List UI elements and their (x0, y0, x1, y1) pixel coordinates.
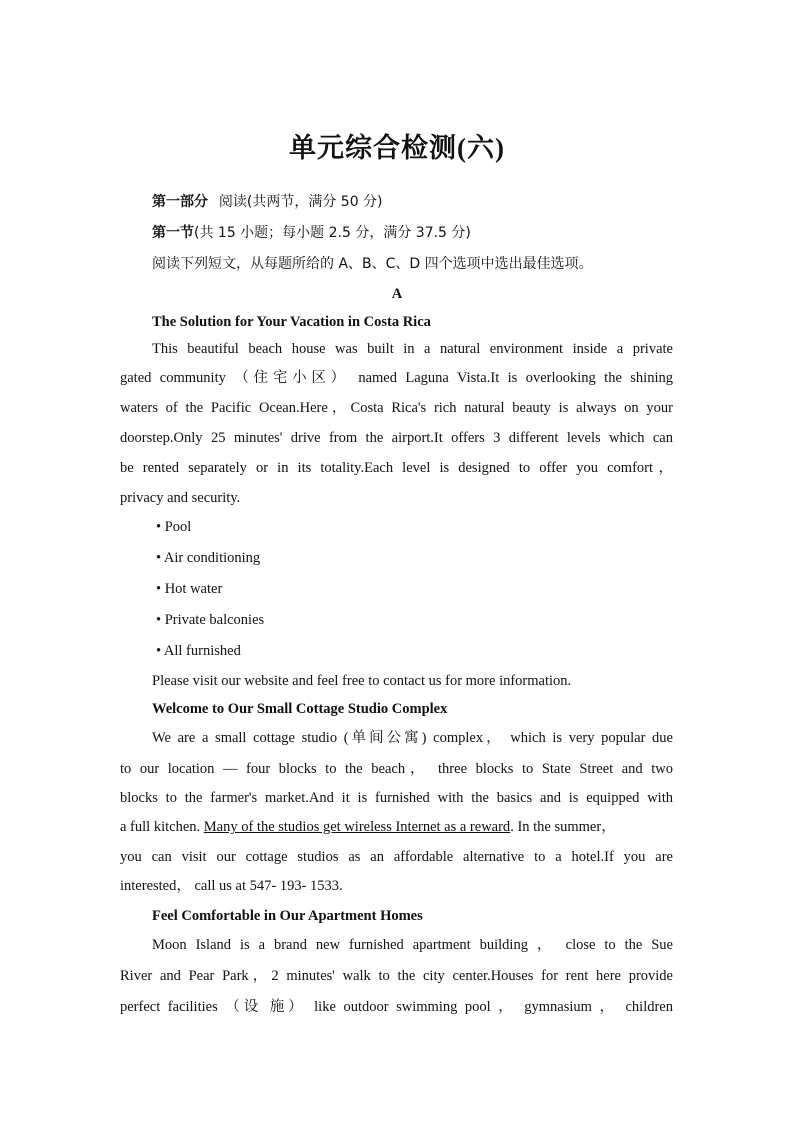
ad2-line: blocks to the farmer's market.And it is furnished with the basics and is equipped with (120, 790, 673, 806)
feature-item: • Hot water (156, 581, 223, 597)
ad3-line: Moon Island is a brand new furnished apartment building ， close to the Sue (152, 937, 673, 953)
ad2-line: We are a small cottage studio (单间公寓) complex， which is very popular due (152, 730, 673, 746)
ad1-contact: Please visit our website and feel free to contact us for more information. (152, 673, 572, 689)
feature-item: • All furnished (156, 643, 241, 659)
ad2-line-underlined (120, 817, 673, 837)
feature-item: • Private balconies (156, 612, 265, 628)
ad1-line: This beautiful beach house was built in a natural environment inside a private (152, 341, 673, 357)
ad2-line: to our location — four blocks to the beach， three blocks to State Street and two (120, 761, 673, 777)
ad3-line: perfect facilities （设 施） like outdoor swimming pool ， gymnasium ， children (120, 999, 673, 1015)
ad2-line: interested， call us at 547- 193- 1533. (120, 878, 343, 894)
ad2-line4-post: . In the summer， (510, 819, 616, 835)
section-text: (共 15 小题；每小题 2.5 分，满分 37.5 分) (194, 225, 471, 241)
ad1-line: gated community （住宅小区） named Laguna Vista.It is overlooking the shining (120, 370, 673, 386)
underlined-sentence: Many of the studios get wireless Internet as a reward (203, 819, 511, 835)
feature-item: • Pool (156, 519, 192, 535)
part-heading (152, 192, 383, 212)
instruction-text: 阅读下列短文，从每题所给的 A、B、C、D 四个选项中选出最佳选项。 (152, 256, 593, 272)
ad3-line: River and Pear Park，2 minutes' walk to the city center.Houses for rent here provide (120, 968, 673, 984)
ad1-line: privacy and security. (120, 490, 241, 506)
ad3-heading: Feel Comfortable in Our Apartment Homes (152, 908, 423, 924)
feature-item: • Air conditioning (156, 550, 261, 566)
section-label: 第一节 (152, 225, 194, 241)
ad1-heading: The Solution for Your Vacation in Costa Rica (152, 314, 431, 330)
page-title: 单元综合检测(六) (289, 133, 505, 163)
section-heading (152, 223, 471, 243)
ad1-line: doorstep.Only 25 minutes' drive from the airport.It offers 3 different levels which can (120, 430, 673, 446)
passage-label: A (391, 286, 403, 302)
ad2-line4-pre: a full kitchen. (120, 819, 204, 835)
part-text: 阅读(共两节，满分 50 分) (218, 194, 383, 210)
ad2-line: you can visit our cottage studios as an affordable alternative to a hotel.If you are (120, 849, 673, 865)
part-label: 第一部分 (152, 194, 208, 210)
ad1-line: waters of the Pacific Ocean.Here，Costa Rica's rich natural beauty is always on your (120, 400, 673, 416)
ad2-heading: Welcome to Our Small Cottage Studio Complex (152, 701, 448, 717)
ad1-line: be rented separately or in its totality.Each level is designed to offer you comfort， (120, 460, 673, 476)
